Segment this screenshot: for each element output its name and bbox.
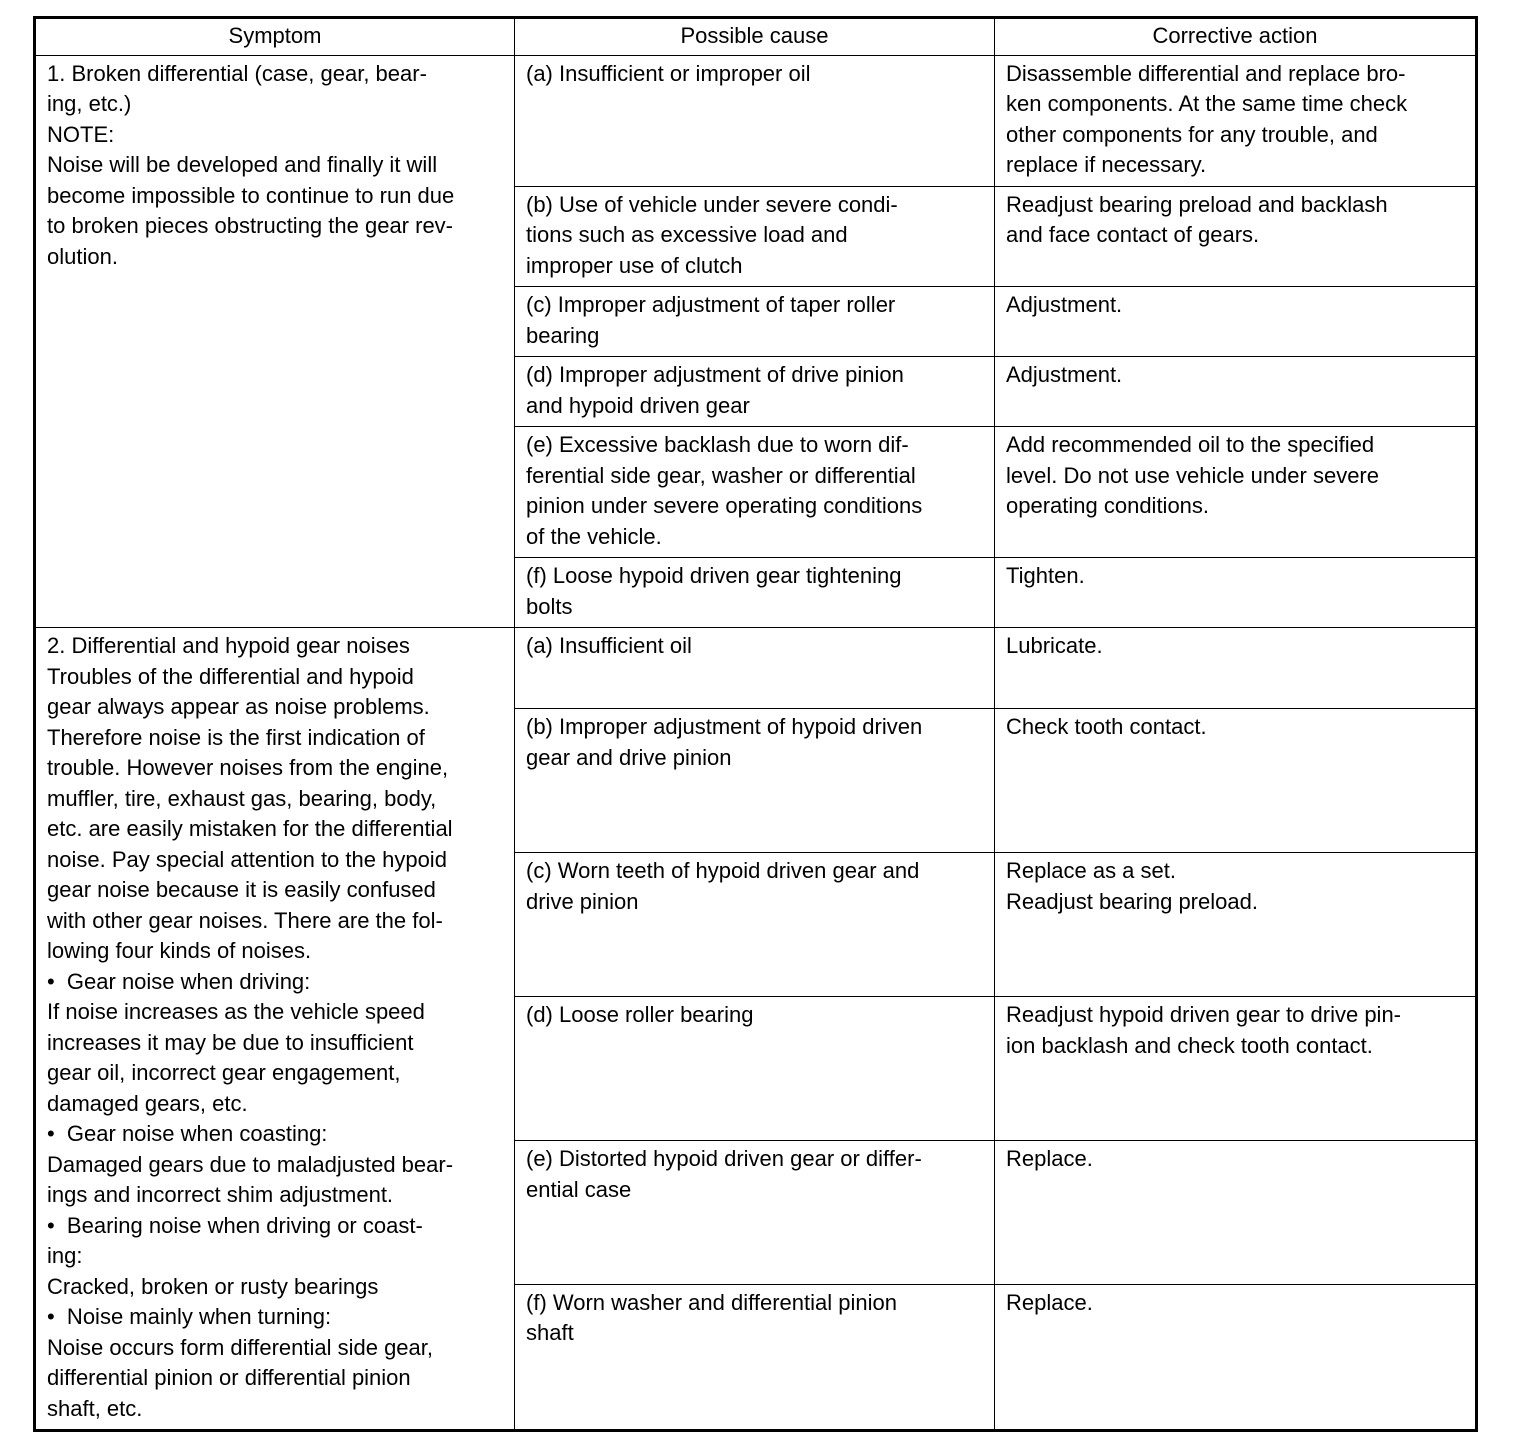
- possible-cause-line: of the vehicle.: [526, 523, 662, 549]
- corrective-action-line: Adjustment.: [1006, 292, 1123, 317]
- corrective-action-line: replace if necessary.: [1006, 152, 1207, 177]
- header-possible-cause: Possible cause: [515, 18, 995, 56]
- possible-cause-cell: [515, 1284, 995, 1430]
- possible-cause-cell: [515, 186, 995, 287]
- symptom-bullet-line: • Gear noise when coasting:: [47, 1121, 328, 1146]
- symptom-line: Troubles of the differential and hypoid: [47, 663, 414, 689]
- possible-cause-cell: [515, 558, 995, 628]
- symptom-line: become impossible to continue to run due: [47, 182, 455, 208]
- corrective-action-cell: [995, 997, 1477, 1141]
- corrective-action-line: Add recommended oil to the specified: [1006, 432, 1375, 457]
- possible-cause-cell: [515, 55, 995, 186]
- possible-cause-cell: [515, 853, 995, 997]
- symptom-line: NOTE:: [47, 121, 115, 147]
- symptom-cell: [35, 55, 515, 628]
- possible-cause-line: (e) Distorted hypoid driven gear or differ-: [526, 1146, 922, 1172]
- header-row: [35, 18, 1477, 56]
- possible-cause-line: (a) Insufficient or improper oil: [526, 60, 811, 86]
- symptom-line: ing, etc.): [47, 91, 132, 116]
- symptom-line: Damaged gears due to maladjusted bear-: [47, 1151, 454, 1177]
- corrective-action-line: Replace.: [1006, 1146, 1093, 1172]
- corrective-action-line: other components for any trouble, and: [1006, 121, 1378, 147]
- possible-cause-line: gear and drive pinion: [526, 744, 732, 770]
- possible-cause-cell: [515, 628, 995, 709]
- possible-cause-cell: [515, 427, 995, 558]
- possible-cause-line: (f) Loose hypoid driven gear tightening: [526, 563, 902, 588]
- symptom-line: damaged gears, etc.: [47, 1090, 248, 1116]
- symptom-line: If noise increases as the vehicle speed: [47, 999, 425, 1024]
- symptom-bullet-line: • Gear noise when driving:: [47, 968, 311, 994]
- symptom-line: differential pinion or differential pinion: [47, 1365, 411, 1390]
- symptom-line: gear oil, incorrect gear engagement,: [47, 1060, 401, 1085]
- troubleshooting-table: [33, 16, 1478, 1432]
- possible-cause-cell: [515, 1141, 995, 1285]
- symptom-line: Noise will be developed and finally it will: [47, 152, 438, 177]
- corrective-action-line: Adjustment.: [1006, 362, 1123, 387]
- symptom-line: trouble. However noises from the engine,: [47, 755, 449, 780]
- possible-cause-line: shaft: [526, 1320, 574, 1346]
- corrective-action-line: Replace as a set.: [1006, 858, 1176, 884]
- corrective-action-cell: [995, 1141, 1477, 1285]
- possible-cause-line: (d) Improper adjustment of drive pinion: [526, 362, 904, 387]
- corrective-action-line: Lubricate.: [1006, 633, 1103, 658]
- symptom-line: olution.: [47, 243, 118, 269]
- symptom-line: ing:: [47, 1243, 83, 1268]
- symptom-line: ings and incorrect shim adjustment.: [47, 1182, 394, 1207]
- symptom-line: muffler, tire, exhaust gas, bearing, body,: [47, 785, 437, 811]
- corrective-action-cell: [995, 628, 1477, 709]
- corrective-action-cell: [995, 55, 1477, 186]
- corrective-action-line: Tighten.: [1006, 563, 1085, 588]
- possible-cause-cell: [515, 287, 995, 357]
- header-symptom: Symptom: [35, 18, 515, 56]
- corrective-action-line: Readjust hypoid driven gear to drive pin-: [1006, 1002, 1402, 1028]
- possible-cause-line: (c) Improper adjustment of taper roller: [526, 292, 896, 317]
- table-body: [35, 55, 1477, 1431]
- possible-cause-cell: [515, 997, 995, 1141]
- possible-cause-cell: [515, 709, 995, 853]
- possible-cause-line: (e) Excessive backlash due to worn dif-: [526, 432, 909, 457]
- corrective-action-cell: [995, 853, 1477, 997]
- corrective-action-line: operating conditions.: [1006, 493, 1210, 518]
- possible-cause-line: improper use of clutch: [526, 252, 743, 278]
- corrective-action-line: Readjust bearing preload.: [1006, 888, 1258, 914]
- corrective-action-line: Check tooth contact.: [1006, 714, 1207, 740]
- corrective-action-cell: [995, 558, 1477, 628]
- symptom-cell: [35, 628, 515, 1431]
- symptom-line: 1. Broken differential (case, gear, bear-: [47, 60, 427, 86]
- possible-cause-line: ferential side gear, washer or differential: [526, 462, 916, 488]
- corrective-action-cell: [995, 709, 1477, 853]
- symptom-line: increases it may be due to insufficient: [47, 1029, 414, 1055]
- table-row: [35, 55, 1477, 186]
- possible-cause-line: ential case: [526, 1176, 632, 1202]
- possible-cause-line: bolts: [526, 593, 573, 619]
- possible-cause-line: (b) Improper adjustment of hypoid driven: [526, 714, 923, 740]
- possible-cause-cell: [515, 357, 995, 427]
- possible-cause-line: (c) Worn teeth of hypoid driven gear and: [526, 858, 920, 884]
- corrective-action-line: Readjust bearing preload and backlash: [1006, 191, 1388, 217]
- header-corrective-action: Corrective action: [995, 18, 1477, 56]
- symptom-line: gear always appear as noise problems.: [47, 694, 430, 719]
- possible-cause-line: pinion under severe operating conditions: [526, 493, 923, 518]
- possible-cause-line: tions such as excessive load and: [526, 222, 848, 247]
- symptom-line: gear noise because it is easily confused: [47, 877, 436, 902]
- corrective-action-line: and face contact of gears.: [1006, 222, 1260, 247]
- table-row: [35, 628, 1477, 709]
- possible-cause-line: (b) Use of vehicle under severe condi-: [526, 191, 898, 217]
- symptom-line: shaft, etc.: [47, 1395, 143, 1421]
- corrective-action-line: ion backlash and check tooth contact.: [1006, 1032, 1373, 1058]
- possible-cause-line: bearing: [526, 322, 600, 348]
- symptom-line: Therefore noise is the first indication of: [47, 724, 425, 750]
- corrective-action-cell: [995, 1284, 1477, 1430]
- corrective-action-line: level. Do not use vehicle under severe: [1006, 462, 1379, 488]
- symptom-line: to broken pieces obstructing the gear rev-: [47, 213, 454, 238]
- corrective-action-cell: [995, 427, 1477, 558]
- possible-cause-line: (f) Worn washer and differential pinion: [526, 1289, 897, 1315]
- possible-cause-line: (a) Insufficient oil: [526, 633, 692, 658]
- symptom-line: noise. Pay special attention to the hypoid: [47, 846, 447, 872]
- symptom-line: with other gear noises. There are the fol-: [47, 907, 443, 933]
- possible-cause-line: (d) Loose roller bearing: [526, 1002, 754, 1028]
- corrective-action-cell: [995, 186, 1477, 287]
- corrective-action-line: ken components. At the same time check: [1006, 91, 1408, 116]
- corrective-action-line: Disassemble differential and replace bro-: [1006, 60, 1406, 86]
- possible-cause-line: drive pinion: [526, 888, 639, 914]
- corrective-action-line: Replace.: [1006, 1289, 1093, 1315]
- symptom-line: 2. Differential and hypoid gear noises: [47, 633, 410, 658]
- symptom-line: etc. are easily mistaken for the differential: [47, 816, 453, 841]
- symptom-line: Noise occurs form differential side gear,: [47, 1334, 433, 1360]
- symptom-line: lowing four kinds of noises.: [47, 938, 312, 963]
- possible-cause-line: and hypoid driven gear: [526, 392, 750, 418]
- symptom-line: Cracked, broken or rusty bearings: [47, 1273, 379, 1299]
- symptom-bullet-line: • Bearing noise when driving or coast-: [47, 1212, 423, 1238]
- symptom-bullet-line: • Noise mainly when turning:: [47, 1304, 332, 1329]
- corrective-action-cell: [995, 357, 1477, 427]
- corrective-action-cell: [995, 287, 1477, 357]
